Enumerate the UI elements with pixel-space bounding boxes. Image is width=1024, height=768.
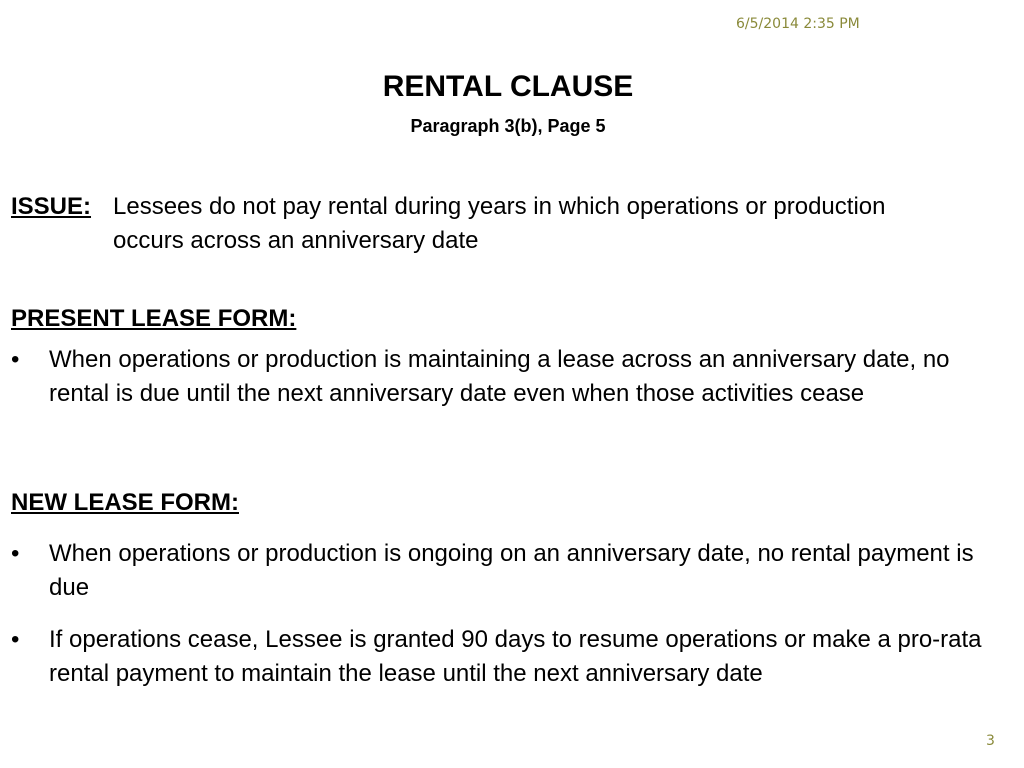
slide-subtitle: Paragraph 3(b), Page 5 — [410, 116, 606, 136]
bullet-marker: • — [11, 626, 20, 653]
present-bullet-item — [11, 343, 1011, 411]
new-bullet-item — [11, 623, 1011, 691]
new-bullet-item — [11, 537, 1011, 605]
present-bullet-text: When operations or production is maintaining a lease across an anniversary date, no rental is due until the next anniversary date even when those activities cease — [49, 346, 950, 407]
new-bullet-text: When operations or production is ongoing on an anniversary date, no rental payment is due — [49, 540, 974, 601]
new-bullet-text: If operations cease, Lessee is granted 90 days to resume operations or make a pro-rata rental payment to maintain the lease until the next anniversary date — [49, 626, 982, 687]
issue-text: Lessees do not pay rental during years in which operations or production occurs across an anniversary date — [113, 193, 886, 254]
page-number: 3 — [986, 733, 995, 749]
slide-title: RENTAL CLAUSE — [382, 70, 634, 103]
bullet-marker: • — [11, 346, 20, 373]
issue-label: ISSUE: — [11, 193, 92, 220]
present-lease-heading: PRESENT LEASE FORM: — [11, 305, 297, 332]
bullet-marker: • — [11, 540, 20, 567]
issue-block — [11, 190, 1011, 258]
new-lease-heading: NEW LEASE FORM: — [11, 489, 239, 516]
slide-date: 6/5/2014 2:35 PM — [736, 16, 860, 32]
